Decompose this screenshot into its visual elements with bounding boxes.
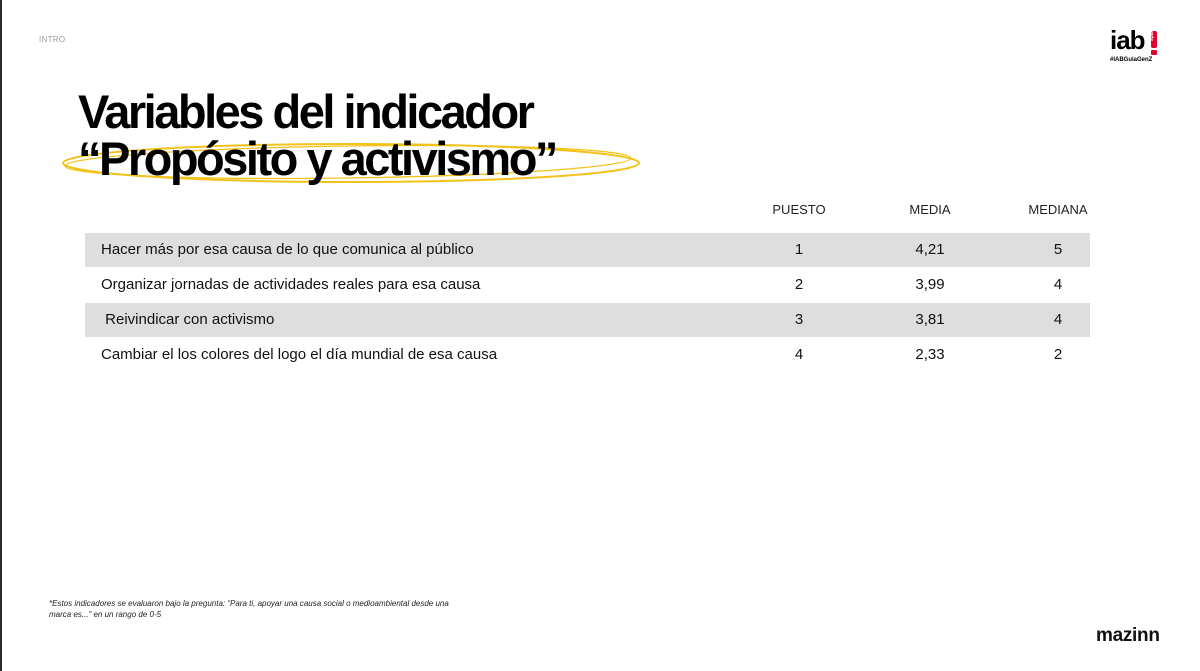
row-label: Reivindicar con activismo — [101, 311, 275, 328]
column-header-media: MEDIA — [909, 202, 951, 217]
column-header-puesto: PUESTO — [772, 202, 826, 217]
brand-logo: mazinn — [1096, 625, 1160, 646]
row-label: Organizar jornadas de actividades reales para esa causa — [101, 276, 481, 293]
table-row — [85, 338, 1090, 372]
cell-puesto: 4 — [794, 346, 804, 363]
table-row — [85, 268, 1090, 302]
cell-mediana: 4 — [1053, 311, 1063, 328]
iab-logo — [1100, 22, 1170, 70]
title-line-1: Variables del indicador — [78, 85, 533, 138]
cell-puesto: 2 — [794, 276, 804, 293]
row-label: Cambiar el los colores del logo el día mundial de esa causa — [101, 346, 498, 363]
cell-media: 3,99 — [915, 276, 945, 293]
cell-mediana: 5 — [1053, 241, 1063, 258]
table-row — [85, 303, 1090, 337]
title-line-2: “Propósito y activismo” — [78, 132, 556, 185]
cell-puesto: 1 — [794, 241, 804, 258]
left-edge-rule — [0, 0, 2, 671]
section-label: INTRO — [39, 35, 66, 44]
cell-puesto: 3 — [794, 311, 804, 328]
row-label: Hacer más por esa causa de lo que comunica al público — [101, 241, 474, 258]
cell-media: 4,21 — [915, 241, 945, 258]
cell-media: 2,33 — [915, 346, 945, 363]
logo-wordmark: iab — [1110, 25, 1145, 55]
table-row — [85, 233, 1090, 267]
logo-sublabel: spain — [1149, 28, 1155, 42]
logo-exclamation-dot-icon — [1151, 50, 1157, 55]
page-title — [78, 85, 556, 185]
cell-media: 3,81 — [915, 311, 945, 328]
cell-mediana: 4 — [1053, 276, 1063, 293]
footnote: *Estos indicadores se evaluaron bajo la pregunta: “Para ti, apoyar una causa social o medioambiental desde una marca es...” en un rango de 0-5 — [49, 599, 449, 619]
logo-hashtag: #IABGuiaGenZ — [1110, 57, 1153, 63]
cell-mediana: 2 — [1053, 346, 1063, 363]
column-header-mediana: MEDIANA — [1028, 202, 1088, 217]
